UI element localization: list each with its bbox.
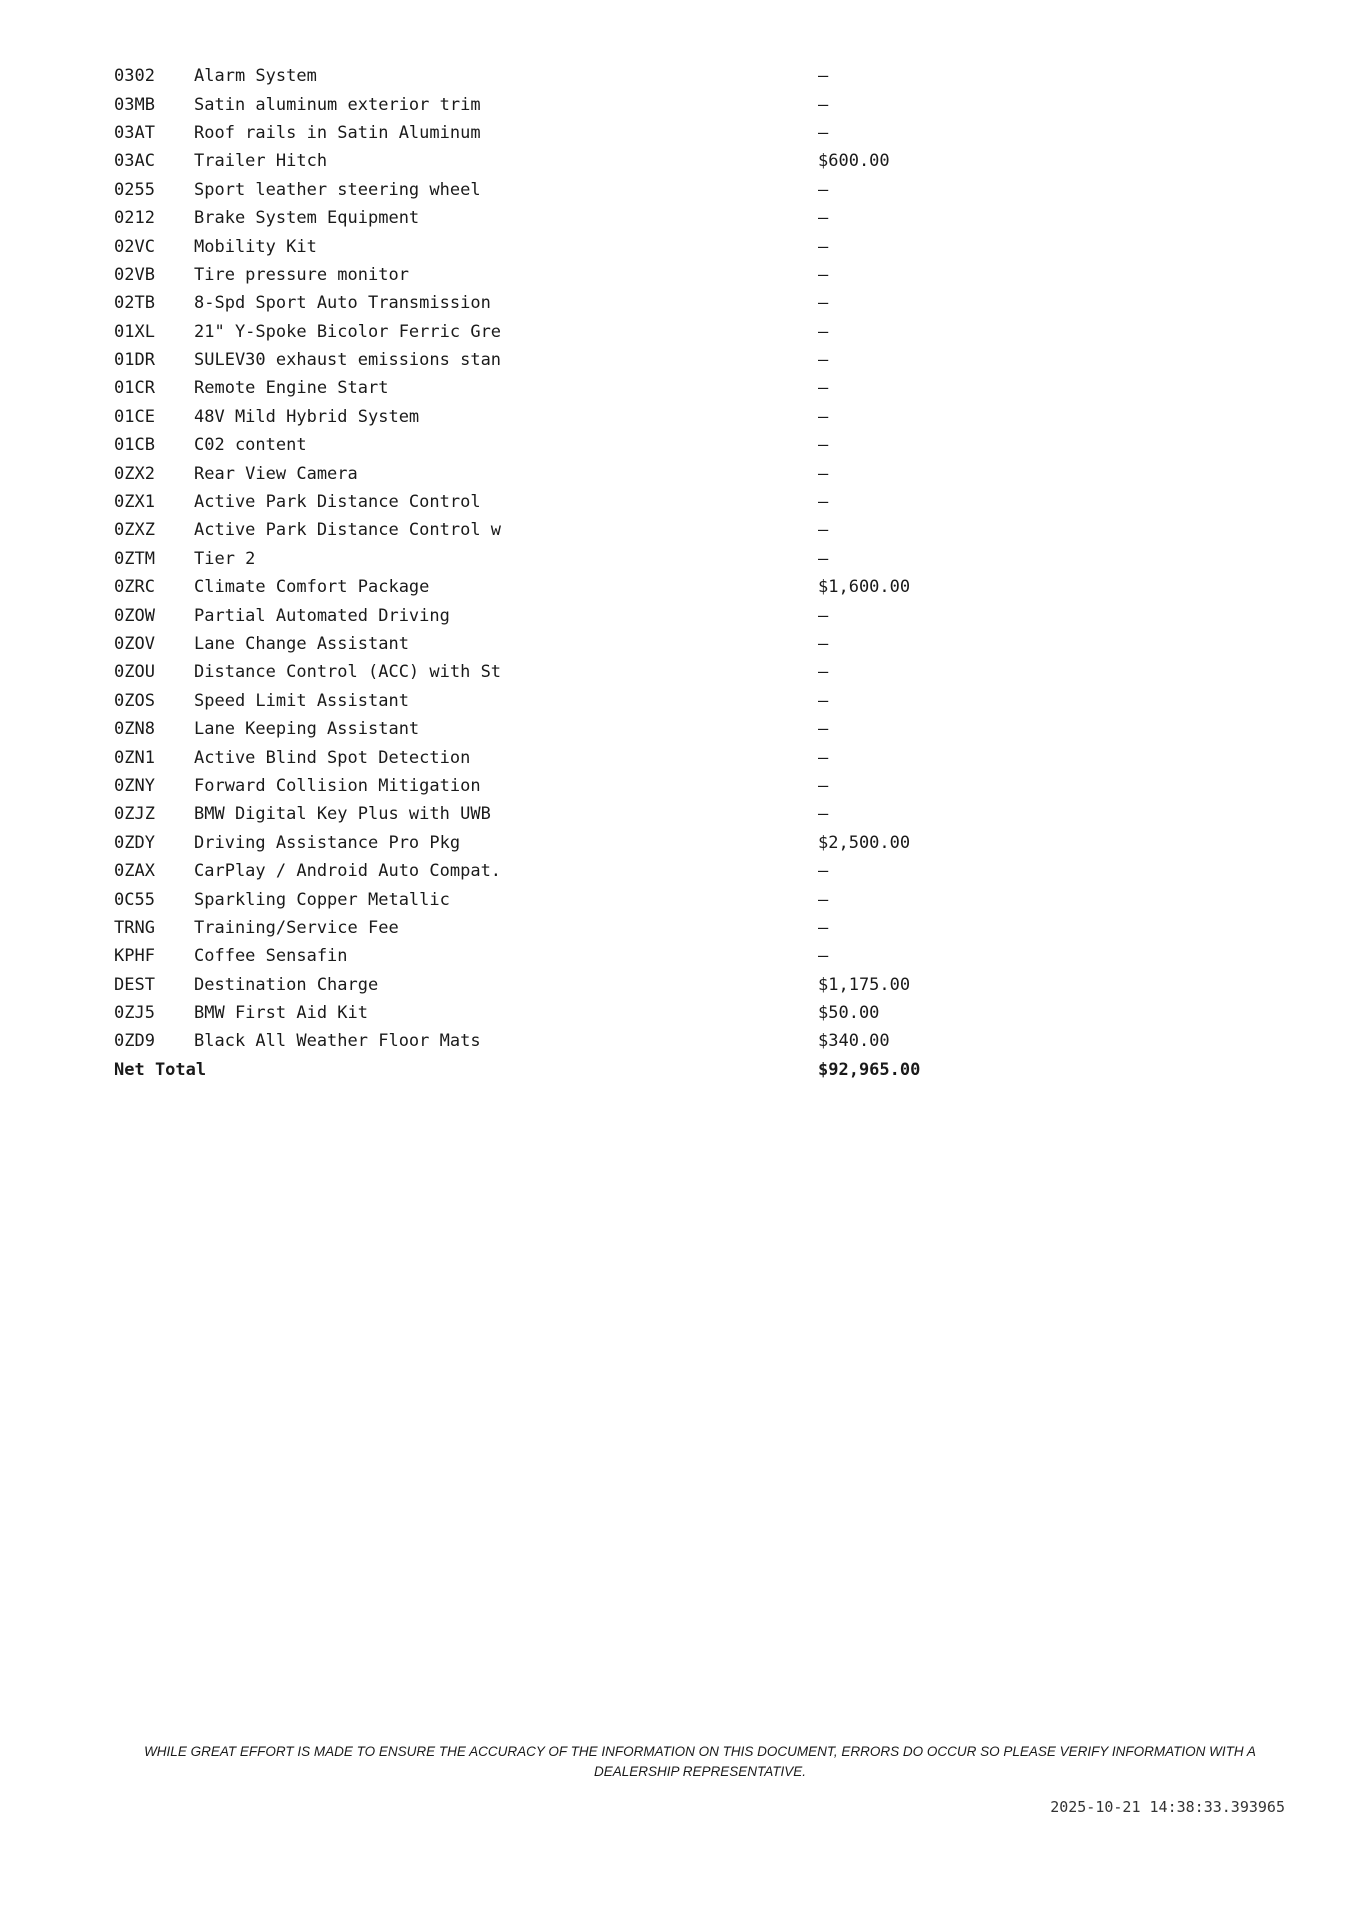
table-row [114,743,1014,771]
option-description: Tire pressure monitor [194,264,409,285]
option-description: Destination Charge [194,974,379,995]
option-price: — [818,236,829,257]
option-code: 02TB [114,293,155,314]
option-price: — [818,350,829,371]
option-code: 03AC [114,151,155,172]
option-description: Brake System Equipment [194,208,420,229]
option-code: 0ZOU [114,662,155,683]
table-row [114,971,1014,999]
option-price: — [818,662,829,683]
table-row [114,857,1014,885]
option-description: Sparkling Copper Metallic [194,889,450,910]
option-description: Active Park Distance Control w [194,520,502,541]
option-price: $1,600.00 [818,577,911,598]
option-description: Alarm System [194,66,317,87]
option-price: $50.00 [818,1003,880,1024]
option-price: — [818,605,829,626]
table-row [114,999,1014,1027]
option-price: — [818,321,829,342]
option-code: 0C55 [114,889,155,910]
option-description: Remote Engine Start [194,378,389,399]
option-description: Partial Automated Driving [194,605,450,626]
option-price: $2,500.00 [818,832,911,853]
option-price: — [818,66,829,87]
table-row [114,488,1014,516]
net-total-label: Net Total [114,1059,207,1080]
table-row [114,772,1014,800]
option-code: 0ZX1 [114,492,155,513]
table-row [114,630,1014,658]
option-price: — [818,520,829,541]
option-description: Climate Comfort Package [194,577,430,598]
table-row [114,403,1014,431]
option-price: — [818,492,829,513]
option-code: 0ZTM [114,548,155,569]
option-description: 8-Spd Sport Auto Transmission [194,293,491,314]
option-description: BMW Digital Key Plus with UWB [194,804,491,825]
table-row [114,318,1014,346]
option-price: — [818,690,829,711]
option-description: CarPlay / Android Auto Compat. [194,861,502,882]
option-code: 0ZRC [114,577,155,598]
option-description: Mobility Kit [194,236,317,257]
option-description: Lane Keeping Assistant [194,719,420,740]
option-code: 0ZOS [114,690,155,711]
timestamp: 2025-10-21 14:38:33.393965 [1050,1798,1285,1816]
option-price: — [818,378,829,399]
table-row [114,289,1014,317]
option-price: — [818,548,829,569]
option-code: 03MB [114,94,155,115]
option-code: DEST [114,974,155,995]
disclaimer-text: WHILE GREAT EFFORT IS MADE TO ENSURE THE ACCURACY OF THE INFORMATION ON THIS DOCUMENT, ERRORS DO OCCUR SO PLEASE VERIFY INFORMATION WITH A DEALERSHIP REPRESENTATIVE. [144,1744,1256,1779]
table-row [114,687,1014,715]
option-code: KPHF [114,946,155,967]
option-description: 21" Y-Spoke Bicolor Ferric Gre [194,321,502,342]
table-row [114,573,1014,601]
table-row [114,459,1014,487]
option-price: — [818,804,829,825]
option-description: C02 content [194,435,307,456]
option-description: Distance Control (ACC) with St [194,662,502,683]
option-price: — [818,889,829,910]
option-price: — [818,208,829,229]
option-code: 0ZN1 [114,747,155,768]
option-code: 0ZD9 [114,1031,155,1052]
table-row [114,715,1014,743]
table-row [114,658,1014,686]
table-row [114,885,1014,913]
option-code: 0ZDY [114,832,155,853]
option-description: Satin aluminum exterior trim [194,94,481,115]
option-description: Coffee Sensafin [194,946,348,967]
option-price: — [818,435,829,456]
option-code: 0ZX2 [114,463,155,484]
table-row [114,1027,1014,1055]
option-description: BMW First Aid Kit [194,1003,368,1024]
option-code: 0ZJ5 [114,1003,155,1024]
option-description: Rear View Camera [194,463,358,484]
option-code: 0ZAX [114,861,155,882]
option-description: Active Park Distance Control [194,492,481,513]
table-row [114,516,1014,544]
option-description: Driving Assistance Pro Pkg [194,832,461,853]
option-description: Lane Change Assistant [194,634,409,654]
option-code: 01DR [114,350,155,371]
table-row [114,90,1014,118]
net-total-value: $92,965.00 [818,1059,921,1080]
option-description: 48V Mild Hybrid System [194,406,420,427]
option-description: Training/Service Fee [194,917,399,938]
table-row [114,204,1014,232]
option-code: 01CB [114,435,155,456]
option-price: — [818,179,829,200]
option-price: — [818,719,829,740]
option-price: — [818,775,829,796]
option-description: Active Blind Spot Detection [194,747,471,768]
table-row [114,800,1014,828]
net-total-row [114,1056,1014,1084]
option-code: TRNG [114,917,155,938]
table-row [114,431,1014,459]
table-row [114,346,1014,374]
options-body [114,62,1014,1084]
table-row [114,232,1014,260]
option-price: — [818,122,829,143]
option-code: 0ZOW [114,605,155,626]
option-price: — [818,917,829,938]
option-price: — [818,946,829,967]
option-price: — [818,94,829,115]
table-row [114,62,1014,90]
table-row [114,545,1014,573]
option-description: Tier 2 [194,548,256,569]
option-code: 0ZXZ [114,520,155,541]
table-row [114,119,1014,147]
option-description: Roof rails in Satin Aluminum [194,122,481,143]
option-description: SULEV30 exhaust emissions stan [194,350,502,371]
option-description: Trailer Hitch [194,151,328,172]
option-code: 0ZNY [114,775,155,796]
option-code: 02VC [114,236,155,257]
option-code: 01XL [114,321,155,342]
option-code: 03AT [114,122,155,143]
option-code: 0302 [114,66,155,87]
option-price: $1,175.00 [818,974,911,995]
option-description: Black All Weather Floor Mats [194,1031,481,1052]
option-price: — [818,463,829,484]
option-code: 0255 [114,179,155,200]
option-code: 01CE [114,406,155,427]
table-row [114,374,1014,402]
option-price: — [818,406,829,427]
option-price: $600.00 [818,151,890,172]
option-description: Forward Collision Mitigation [194,775,481,796]
option-price: — [818,293,829,314]
option-code: 0212 [114,208,155,229]
options-table [114,62,1014,1084]
option-code: 0ZN8 [114,719,155,740]
table-row [114,942,1014,970]
option-description: Speed Limit Assistant [194,690,409,711]
table-row [114,176,1014,204]
table-row [114,914,1014,942]
option-description: Sport leather steering wheel [194,179,481,200]
table-row [114,147,1014,175]
option-price: — [818,634,829,654]
option-code: 0ZJZ [114,804,155,825]
option-price: — [818,861,829,882]
option-price: — [818,747,829,768]
option-price: — [818,264,829,285]
option-price: $340.00 [818,1031,890,1052]
option-code: 02VB [114,264,155,285]
option-code: 0ZOV [114,634,155,654]
table-row [114,601,1014,629]
option-code: 01CR [114,378,155,399]
table-row [114,261,1014,289]
table-row [114,829,1014,857]
